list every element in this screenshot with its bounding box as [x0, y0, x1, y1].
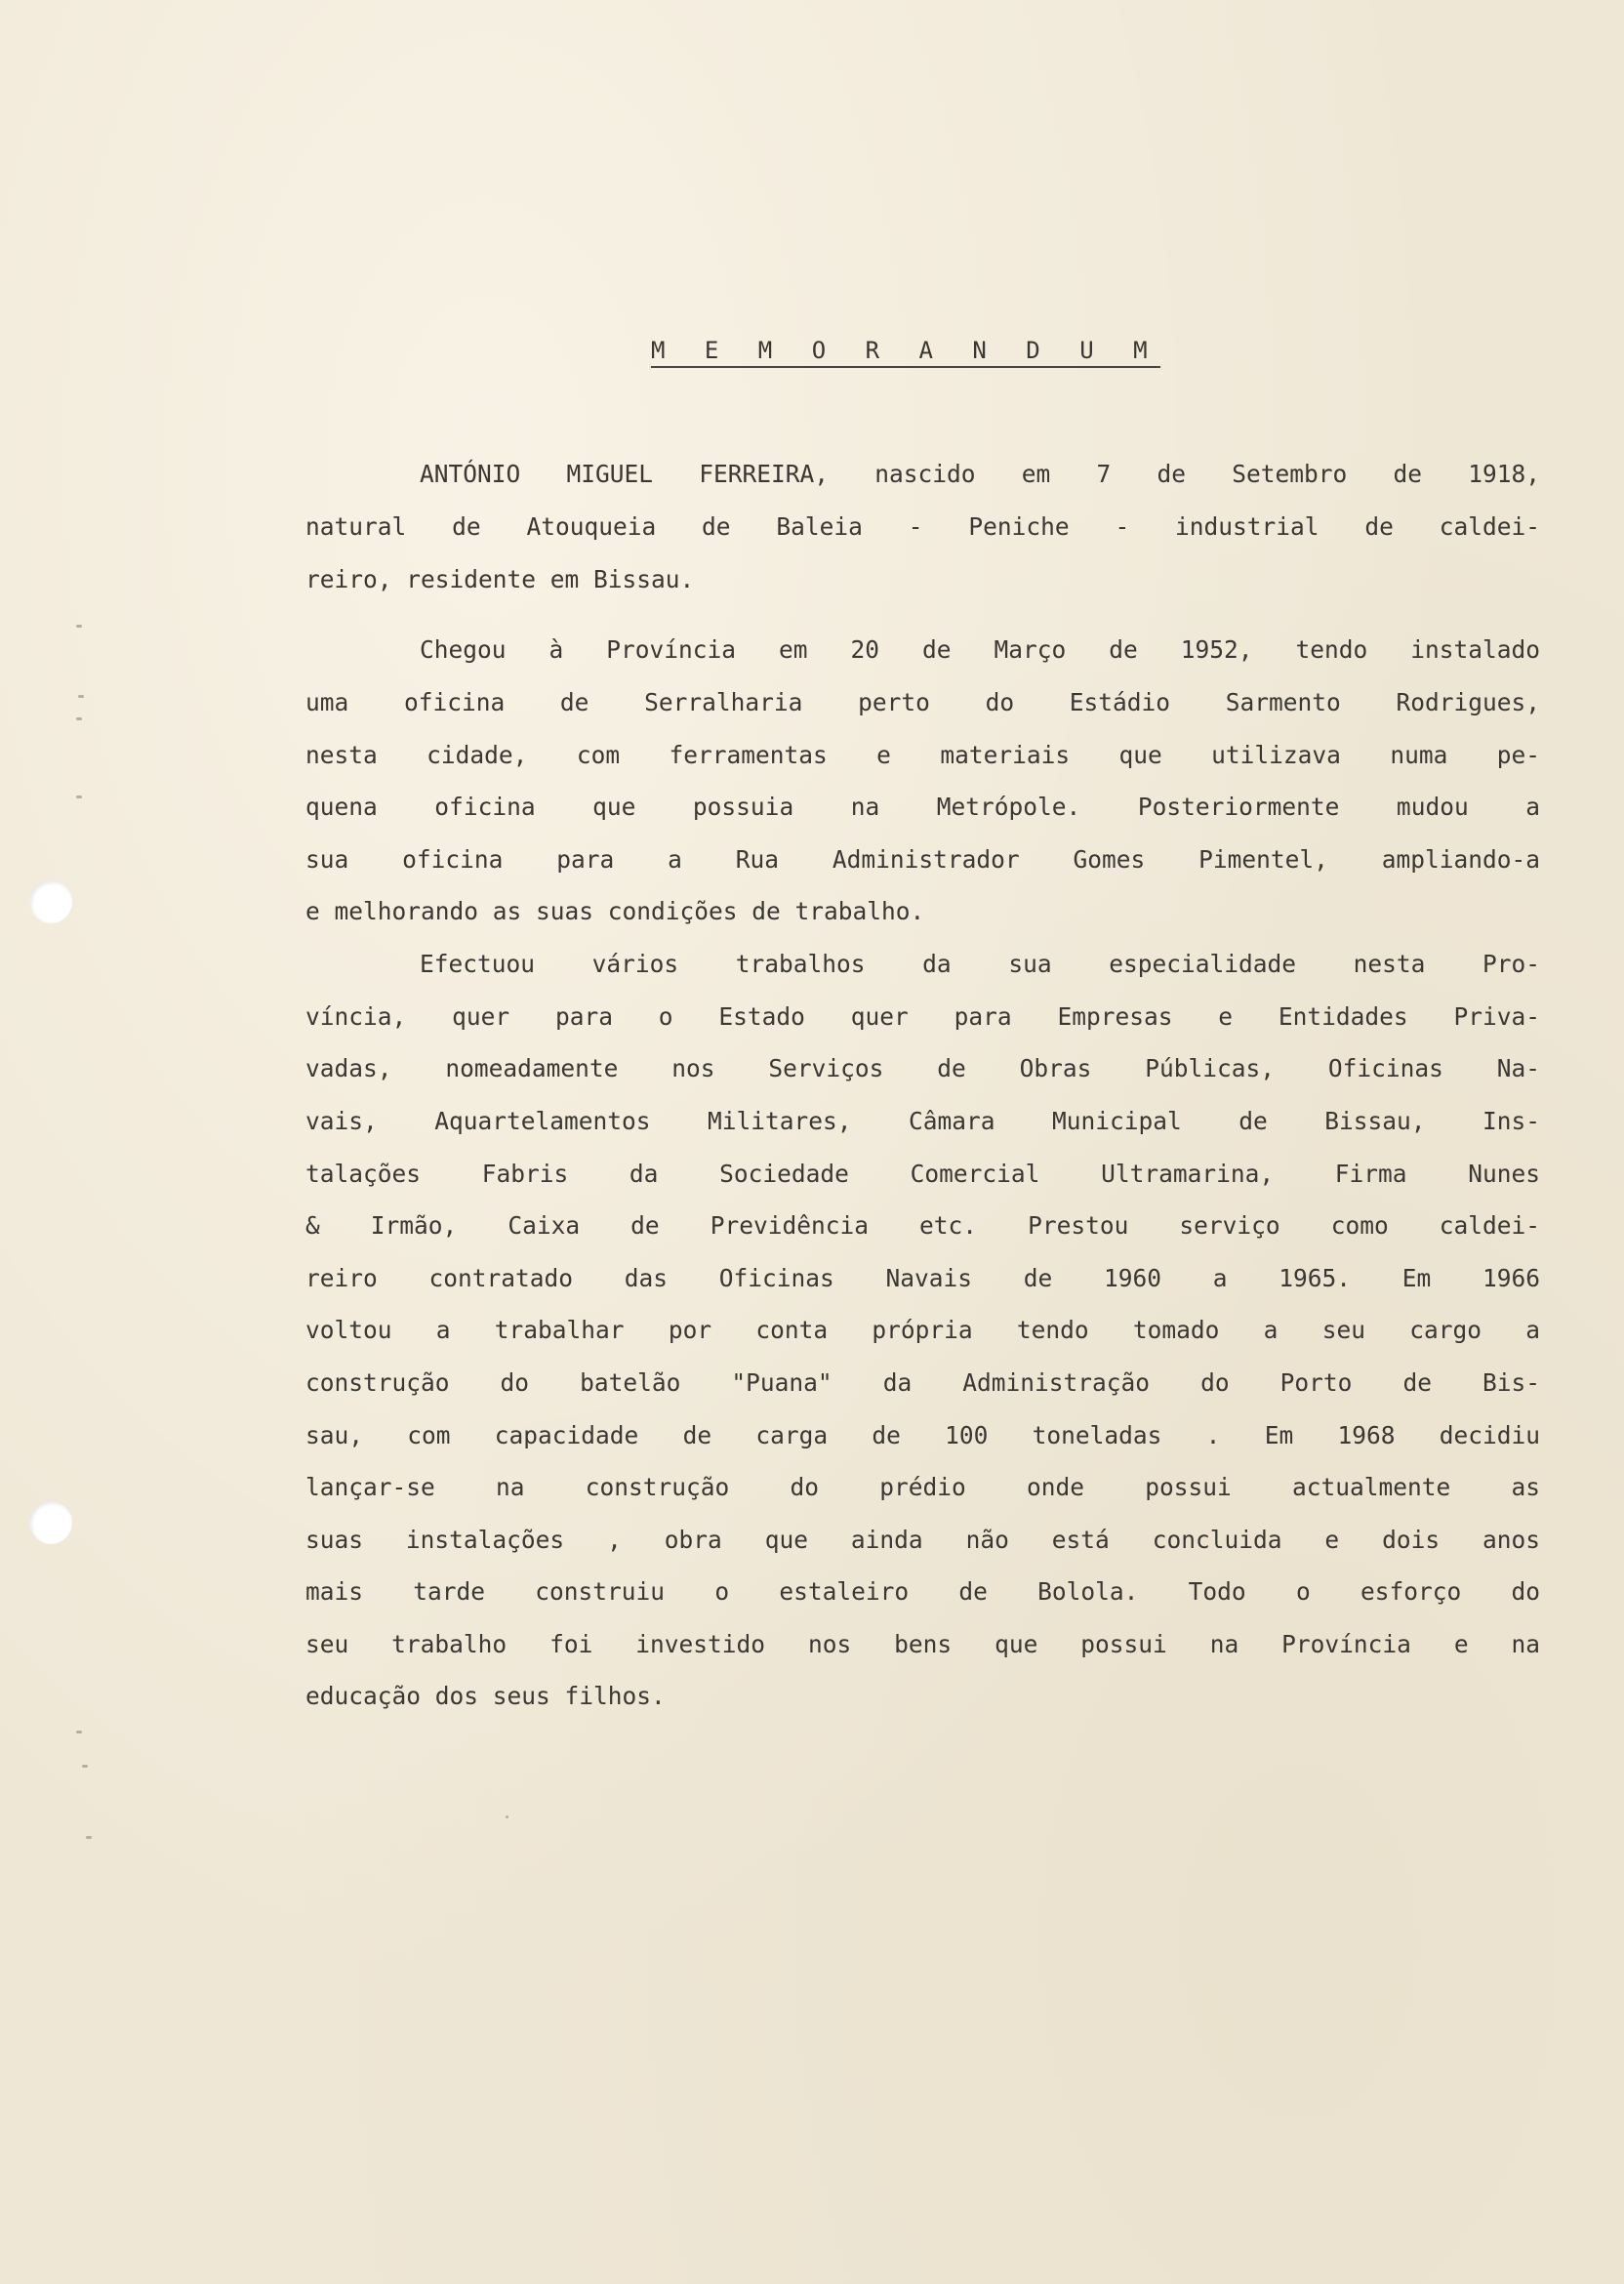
text-line: nesta cidade, com ferramentas e materiais que utilizava numa pe- [305, 741, 1540, 769]
text-line: quena oficina que possuia na Metrópole. Posteriormente mudou a [305, 793, 1540, 821]
text-line: reiro, residente em Bissau. [305, 565, 695, 593]
paper-speck [86, 1836, 92, 1839]
paper-speck [76, 795, 82, 798]
text-line: mais tarde construiu o estaleiro de Bolola. Todo o esforço do [305, 1577, 1540, 1606]
paper-speck [82, 1765, 88, 1768]
text-line: vais, Aquartelamentos Militares, Câmara Municipal de Bissau, Ins- [305, 1107, 1540, 1135]
text-line: seu trabalho foi investido nos bens que possui na Província e na [305, 1630, 1540, 1658]
paper-speck [76, 717, 82, 720]
text-line: voltou a trabalhar por conta própria tendo tomado a seu cargo a [305, 1316, 1540, 1344]
text-line: construção do batelão "Puana" da Administração do Porto de Bis- [305, 1368, 1540, 1397]
paper-speck [506, 1815, 508, 1818]
text-line: vadas, nomeadamente nos Serviços de Obras Públicas, Oficinas Na- [305, 1054, 1540, 1082]
text-line: educação dos seus filhos. [305, 1682, 666, 1710]
punch-hole [29, 880, 72, 923]
paper-speck [78, 695, 84, 698]
text-line: e melhorando as suas condições de trabalho. [305, 897, 925, 925]
document-title: M E M O R A N D U M [651, 337, 1160, 368]
text-line: sau, com capacidade de carga de 100 toneladas . Em 1968 decidiu [305, 1421, 1540, 1449]
text-line: natural de Atouqueia de Baleia - Peniche - industrial de caldei- [305, 512, 1540, 541]
text-line: uma oficina de Serralharia perto do Estádio Sarmento Rodrigues, [305, 688, 1540, 716]
paper-speck [76, 625, 82, 628]
text-line: talações Fabris da Sociedade Comercial Ultramarina, Firma Nunes [305, 1160, 1540, 1188]
text-line: suas instalações , obra que ainda não está concluida e dois anos [305, 1526, 1540, 1554]
paper-speck [76, 1731, 82, 1733]
text-line: & Irmão, Caixa de Previdência etc. Prestou serviço como caldei- [305, 1211, 1540, 1240]
text-line: lançar-se na construção do prédio onde possui actualmente as [305, 1473, 1540, 1501]
text-line: ANTÓNIO MIGUEL FERREIRA, nascido em 7 de Setembro de 1918, [420, 460, 1540, 488]
text-line: sua oficina para a Rua Administrador Gomes Pimentel, ampliando-a [305, 845, 1540, 874]
text-line: Chegou à Província em 20 de Março de 1952, tendo instalado [420, 635, 1540, 664]
text-line: Efectuou vários trabalhos da sua especialidade nesta Pro- [420, 950, 1540, 978]
text-line: víncia, quer para o Estado quer para Empresas e Entidades Priva- [305, 1002, 1540, 1031]
text-line: reiro contratado das Oficinas Navais de 1960 a 1965. Em 1966 [305, 1264, 1540, 1292]
punch-hole [29, 1501, 72, 1544]
